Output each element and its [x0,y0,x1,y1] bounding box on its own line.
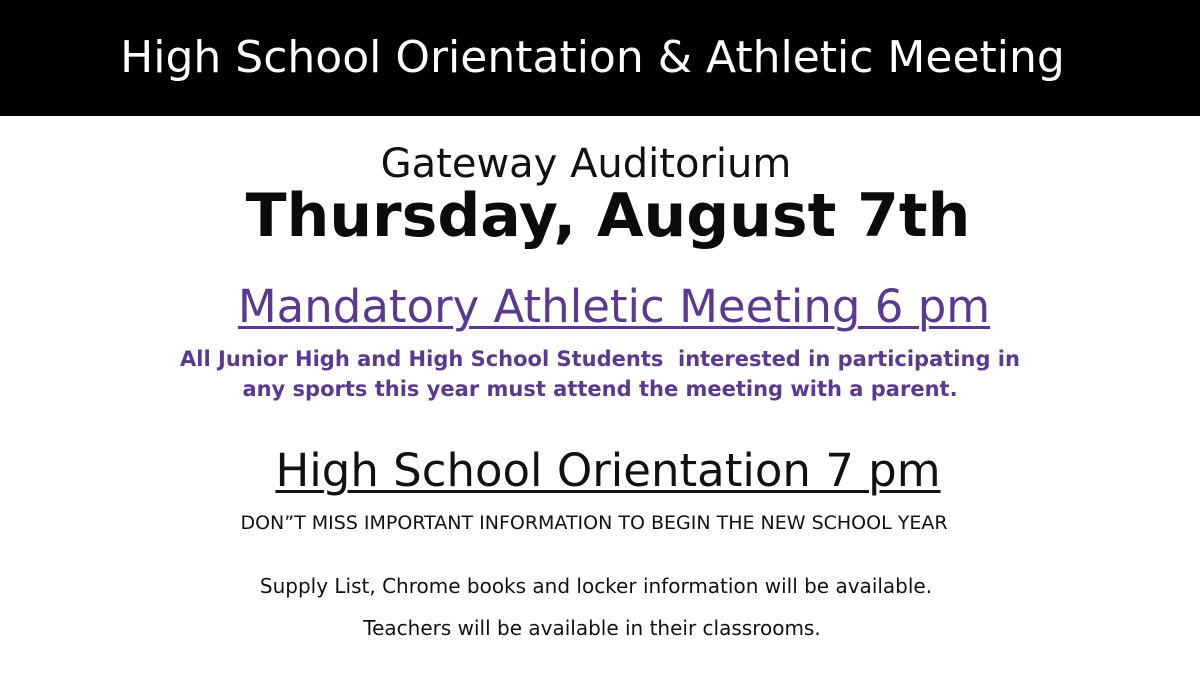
athletic-note-line-2: any sports this year must attend the meeting with a parent. [242,377,958,401]
teachers-note: Teachers will be available in their classrooms. [363,616,821,640]
athletic-meeting-heading: Mandatory Athletic Meeting 6 pm [237,280,991,333]
orientation-heading: High School Orientation 7 pm [275,444,941,497]
athletic-meeting-note [0,344,1200,404]
athletic-note-line-1: All Junior High and High School Students interested in participating in [180,347,1020,371]
header-bar [0,0,1200,116]
supply-list-note: Supply List, Chrome books and locker information will be available. [259,574,933,598]
venue-text: Gateway Auditorium [380,141,792,187]
orientation-note: DON”T MISS IMPORTANT INFORMATION TO BEGIN THE NEW SCHOOL YEAR [240,512,948,534]
event-date: Thursday, August 7th [245,181,971,251]
page-title: High School Orientation & Athletic Meeting [120,32,1065,83]
